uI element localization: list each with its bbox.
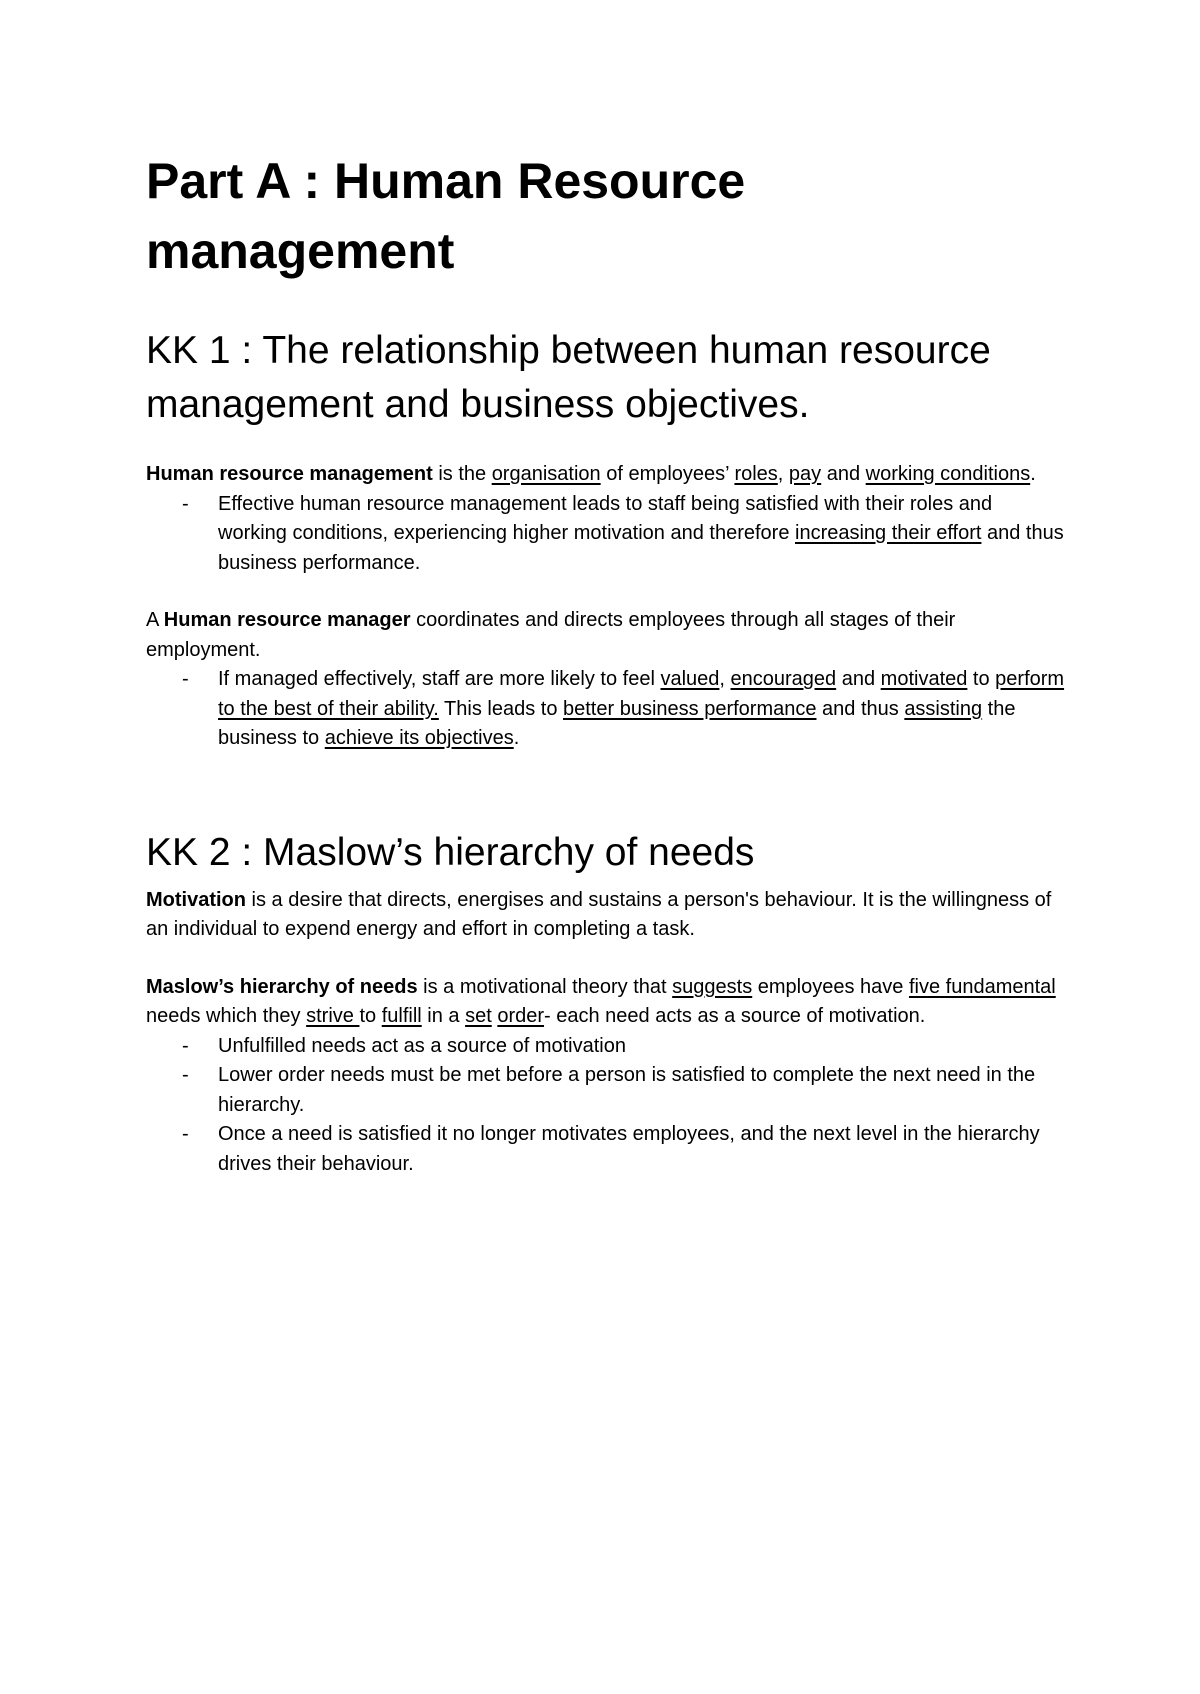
document-page	[146, 146, 1066, 1179]
document-title: Part A : Human Resource management	[146, 153, 746, 279]
term-motivation: Motivation	[146, 888, 246, 911]
hr-manager-bullet-list	[146, 665, 1066, 754]
maslow-bullet-list	[146, 1032, 1066, 1180]
hrm-bullet-list	[146, 490, 1066, 579]
list-item: - Unfulfilled needs act as a source of motivation	[218, 1032, 1066, 1062]
hr-manager-paragraph: A Human resource manager coordinates and directs employees through all stages of their employment.	[146, 609, 956, 661]
kk2-heading: KK 2 : Maslow’s hierarchy of needs	[146, 830, 755, 874]
term-hrm: Human resource management	[146, 463, 433, 485]
list-item: - Once a need is satisfied it no longer motivates employees, and the next level in the hierarchy drives their behaviour.	[218, 1120, 1066, 1179]
list-item: - Lower order needs must be met before a person is satisfied to complete the next need in the hierarchy.	[218, 1061, 1066, 1120]
list-item: - If managed effectively, staff are more likely to feel valued, encouraged and motivated to perform to the best of their ability. This leads to better business performance and thus assisting the business to achieve its objectives.	[218, 665, 1066, 754]
kk1-heading: KK 1 : The relationship between human resource management and business objectives.	[146, 329, 991, 426]
term-hr-manager: Human resource manager	[163, 609, 411, 631]
maslow-definition-paragraph: Maslow’s hierarchy of needs is a motivational theory that suggests employees have five fundamental needs which they strive to fulfill in a set order- each need acts as a source of motivation.	[146, 975, 1056, 1027]
term-maslow: Maslow’s hierarchy of needs	[146, 975, 418, 998]
hrm-definition-paragraph: Human resource management is the organisation of employees’ roles, pay and working conditions.	[146, 463, 1036, 485]
motivation-definition-paragraph: Motivation is a desire that directs, energises and sustains a person's behaviour. It is the willingness of an individual to expend energy and effort in completing a task.	[146, 888, 1052, 940]
list-item: - Effective human resource management leads to staff being satisfied with their roles and working conditions, experiencing higher motivation and therefore increasing their effort and thus business performance.	[218, 490, 1066, 579]
